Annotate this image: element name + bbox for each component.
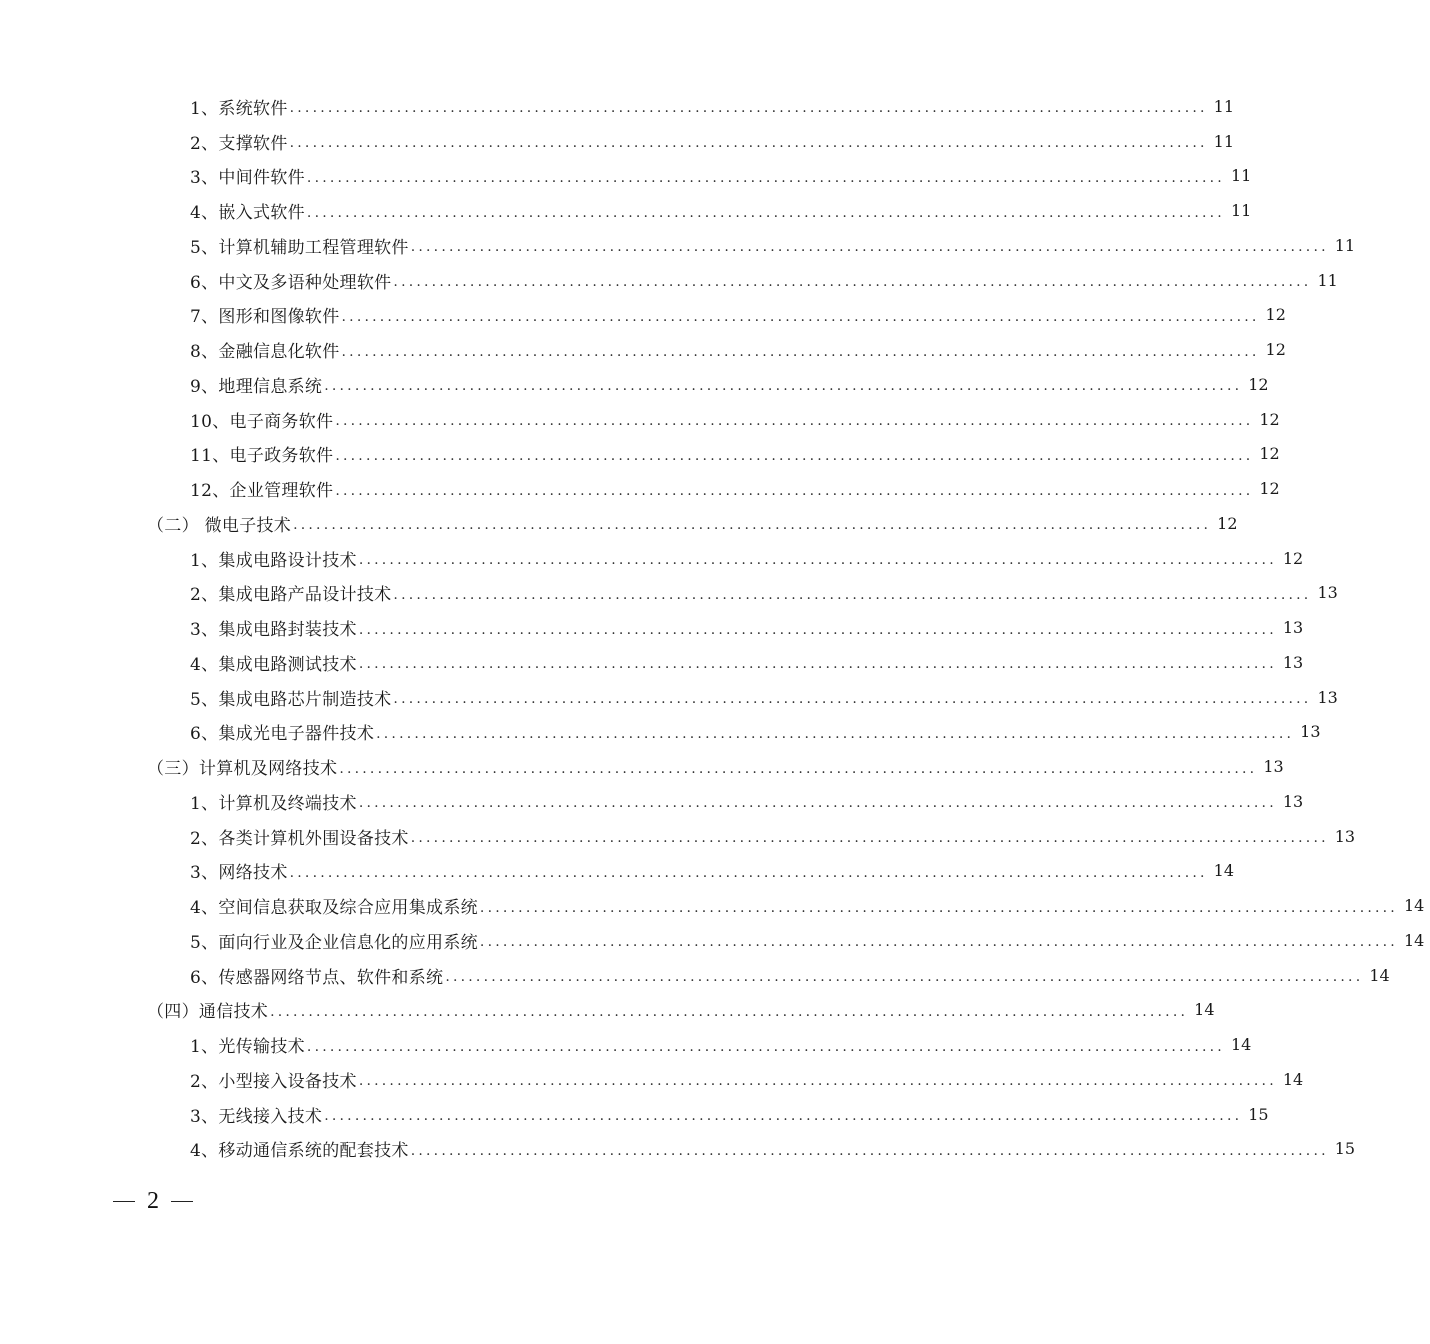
toc-dot-leader: ........................................................................................................................ [335, 413, 1254, 430]
toc-dot-leader: ........................................................................................................................ [445, 969, 1364, 986]
toc-entry-page: 13 [1334, 826, 1356, 846]
toc-entry-page: 14 [1282, 1069, 1304, 1089]
toc-entry-label: 1、集成电路设计技术 [190, 550, 357, 571]
toc-dot-leader: ........................................................................................................................ [341, 308, 1260, 325]
toc-entry[interactable] [0, 89, 1235, 124]
toc-entry-page: 14 [1403, 896, 1425, 916]
toc-entry[interactable] [0, 958, 1390, 993]
toc-entry[interactable] [0, 645, 1304, 680]
toc-entry-label: 9、地理信息系统 [190, 376, 323, 397]
toc-entry-page: 12 [1282, 548, 1304, 568]
toc-section-entry[interactable] [0, 749, 1284, 784]
toc-entry[interactable] [0, 437, 1280, 472]
toc-dot-leader: ........................................................................................................................ [410, 239, 1329, 256]
toc-entry-page: 11 [1230, 201, 1252, 221]
toc-entry-page: 12 [1259, 409, 1280, 429]
toc-entry[interactable] [0, 541, 1304, 576]
toc-entry-label: 1、计算机及终端技术 [190, 793, 357, 814]
toc-entry-label: 2、小型接入设备技术 [190, 1071, 357, 1092]
toc-entry[interactable] [0, 332, 1286, 367]
toc-entry-label: 6、传感器网络节点、软件和系统 [190, 967, 444, 988]
toc-dot-leader: ........................................................................................................................ [270, 1003, 1189, 1020]
footer-dash-left [113, 1201, 135, 1203]
toc-entry[interactable] [0, 228, 1356, 263]
toc-entry-page: 13 [1282, 618, 1304, 638]
toc-dot-leader: ........................................................................................................................ [410, 1142, 1329, 1159]
toc-entry[interactable] [0, 367, 1269, 402]
toc-entry[interactable] [0, 124, 1235, 159]
toc-entry-label: 1、系统软件 [190, 98, 288, 119]
toc-dot-leader: ........................................................................................................................ [324, 378, 1243, 395]
toc-dot-leader: ........................................................................................................................ [358, 552, 1277, 569]
toc-entry[interactable] [0, 1132, 1356, 1167]
toc-entry-label: 6、中文及多语种处理软件 [190, 272, 392, 293]
toc-entry[interactable] [0, 193, 1252, 228]
footer-dash-right [171, 1201, 193, 1203]
toc-entry-page: 12 [1217, 513, 1238, 533]
toc-entry-label: 3、中间件软件 [190, 168, 305, 189]
toc-entry[interactable] [0, 819, 1356, 854]
toc-dot-leader: ........................................................................................................................ [358, 621, 1277, 638]
toc-entry-page: 14 [1403, 930, 1425, 950]
toc-entry-page: 13 [1317, 583, 1338, 603]
toc-entry-label: 4、集成电路测试技术 [190, 654, 357, 675]
toc-dot-leader: ........................................................................................................................ [393, 586, 1312, 603]
toc-entry-page: 11 [1230, 166, 1252, 186]
toc-dot-leader: ........................................................................................................................ [335, 447, 1254, 464]
toc-entry-label: 5、面向行业及企业信息化的应用系统 [190, 932, 478, 953]
toc-entry-label: 6、集成光电子器件技术 [190, 724, 375, 745]
toc-dot-leader: ........................................................................................................................ [289, 864, 1208, 881]
toc-entry-label: 3、集成电路封装技术 [190, 620, 357, 641]
toc-entry-page: 15 [1248, 1104, 1269, 1124]
toc-entry-label: 8、金融信息化软件 [190, 342, 340, 363]
toc-entry-label: 2、各类计算机外围设备技术 [190, 828, 409, 849]
toc-entry-page: 14 [1194, 1000, 1215, 1020]
toc-entry[interactable] [0, 888, 1425, 923]
toc-dot-leader: ........................................................................................................................ [335, 482, 1254, 499]
toc-dot-leader: ........................................................................................................................ [393, 691, 1312, 708]
toc-entry[interactable] [0, 1097, 1269, 1132]
toc-entry-label: 4、移动通信系统的配套技术 [190, 1141, 409, 1162]
toc-section-entry[interactable] [0, 506, 1238, 541]
toc-entry-label: 7、图形和图像软件 [190, 307, 340, 328]
toc-entry-label: （二） 微电子技术 [147, 515, 292, 536]
toc-dot-leader: ........................................................................................................................ [341, 343, 1260, 360]
toc-entry-page: 13 [1282, 652, 1304, 672]
toc-entry[interactable] [0, 923, 1425, 958]
toc-entry[interactable] [0, 1062, 1304, 1097]
toc-entry-label: 4、空间信息获取及综合应用集成系统 [190, 898, 478, 919]
toc-dot-leader: ........................................................................................................................ [324, 1108, 1243, 1125]
toc-entry-page: 12 [1248, 374, 1269, 394]
toc-entry-label: 5、集成电路芯片制造技术 [190, 689, 392, 710]
toc-entry[interactable] [0, 610, 1304, 645]
toc-entry-page: 11 [1334, 235, 1356, 255]
toc-dot-leader: ........................................................................................................................ [410, 830, 1329, 847]
toc-entry-page: 12 [1259, 444, 1280, 464]
toc-entry-page: 14 [1369, 965, 1390, 985]
toc-entry-label: 12、企业管理软件 [190, 481, 334, 502]
toc-entry[interactable] [0, 784, 1304, 819]
toc-entry-page: 11 [1213, 96, 1235, 116]
toc-entry[interactable] [0, 298, 1286, 333]
toc-dot-leader: ........................................................................................................................ [479, 899, 1398, 916]
toc-dot-leader: ........................................................................................................................ [289, 100, 1208, 117]
toc-entry-label: 10、电子商务软件 [190, 411, 334, 432]
toc-entry-page: 14 [1230, 1035, 1252, 1055]
toc-dot-leader: ........................................................................................................................ [479, 934, 1398, 951]
toc-entry[interactable] [0, 854, 1235, 889]
toc-dot-leader: ........................................................................................................................ [358, 1073, 1277, 1090]
toc-entry-page: 11 [1213, 131, 1235, 151]
toc-entry-label: （三）计算机及网络技术 [147, 759, 338, 780]
toc-entry-page: 12 [1259, 479, 1280, 499]
page-footer [113, 1188, 193, 1215]
toc-dot-leader: ........................................................................................................................ [376, 725, 1295, 742]
table-of-contents [0, 89, 1425, 1166]
toc-entry[interactable] [0, 680, 1338, 715]
toc-entry[interactable] [0, 471, 1280, 506]
toc-entry-label: 4、嵌入式软件 [190, 203, 305, 224]
toc-entry-label: 1、光传输技术 [190, 1037, 305, 1058]
toc-entry[interactable] [0, 576, 1338, 611]
toc-dot-leader: ........................................................................................................................ [339, 760, 1258, 777]
toc-entry-page: 12 [1265, 305, 1286, 325]
toc-entry[interactable] [0, 402, 1280, 437]
toc-dot-leader: ........................................................................................................................ [306, 1038, 1225, 1055]
toc-dot-leader: ........................................................................................................................ [358, 656, 1277, 673]
toc-entry-label: 3、网络技术 [190, 863, 288, 884]
toc-dot-leader: ........................................................................................................................ [306, 169, 1225, 186]
toc-dot-leader: ........................................................................................................................ [289, 135, 1208, 152]
toc-entry-page: 15 [1334, 1139, 1356, 1159]
toc-entry-page: 13 [1300, 722, 1321, 742]
toc-entry-label: 3、无线接入技术 [190, 1106, 323, 1127]
toc-entry-page: 13 [1317, 687, 1338, 707]
toc-entry-page: 14 [1213, 861, 1235, 881]
toc-entry-page: 12 [1265, 340, 1286, 360]
toc-dot-leader: ........................................................................................................................ [393, 274, 1312, 291]
toc-entry[interactable] [0, 159, 1252, 194]
toc-entry-label: 2、支撑软件 [190, 133, 288, 154]
toc-entry-label: （四）通信技术 [147, 1002, 269, 1023]
page-number: 2 [147, 1188, 159, 1214]
toc-entry[interactable] [0, 1027, 1252, 1062]
toc-entry[interactable] [0, 715, 1321, 750]
toc-dot-leader: ........................................................................................................................ [293, 517, 1212, 534]
toc-dot-leader: ........................................................................................................................ [358, 795, 1277, 812]
toc-entry[interactable] [0, 263, 1338, 298]
toc-section-entry[interactable] [0, 993, 1215, 1028]
toc-entry-label: 5、计算机辅助工程管理软件 [190, 237, 409, 258]
toc-entry-page: 13 [1263, 757, 1284, 777]
toc-dot-leader: ........................................................................................................................ [306, 204, 1225, 221]
toc-entry-page: 13 [1282, 791, 1304, 811]
toc-entry-label: 2、集成电路产品设计技术 [190, 585, 392, 606]
toc-entry-page: 11 [1317, 270, 1338, 290]
toc-entry-label: 11、电子政务软件 [190, 446, 334, 467]
